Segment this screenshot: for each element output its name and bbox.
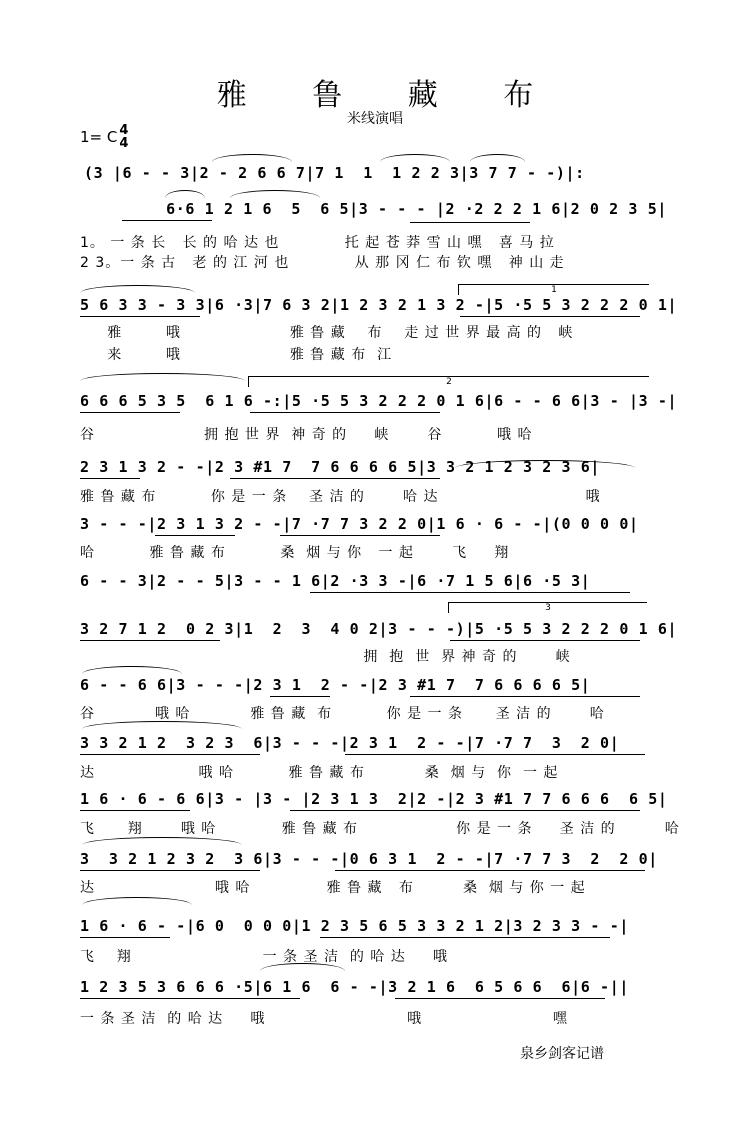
- lyric-line-3a: 雅 哦 雅 鲁 藏 布 走 过 世 界 最 高 的 峡: [80, 325, 574, 341]
- beam-line: [280, 535, 440, 536]
- beam-line: [270, 696, 330, 697]
- time-signature: [119, 124, 128, 150]
- beam-line: [335, 870, 645, 871]
- staff-line-4: 6 6 6 5 3 5 6 1 6 -:|5 ·5 5 3 2 2 2 0 1 6|6 - - 6 6|3 - |3 -|: [80, 392, 678, 410]
- staff-line-12: 3 3 2 1 2 3 2 3 6|3 - - -|0 6 3 1 2 - -|7 ·7 7 3 2 2 0|: [80, 850, 658, 868]
- time-denominator: 4: [119, 136, 129, 151]
- song-title: 雅 鲁 藏 布: [216, 78, 562, 113]
- staff-line-14: 1 2 3 5 3 6 6 6 ·5|6 1 6 6 - -|3 2 1 6 6 5 6 6 6|6 -||: [80, 978, 629, 996]
- beam-line: [345, 754, 645, 755]
- slur: [80, 373, 245, 381]
- beam-line: [155, 535, 235, 536]
- beam-line: [80, 754, 260, 755]
- lyric-line-14: 一 条 圣 洁 的 哈 达 哦 哦 嘿: [80, 1011, 568, 1027]
- slur: [82, 897, 192, 905]
- lyric-line-10: 达 哦 哈 雅 鲁 藏 布 桑 烟 与 你 一 起: [80, 765, 559, 781]
- beam-line: [395, 998, 605, 999]
- staff-line-11: 1 6 · 6 - 6 6|3 - |3 - |2 3 1 3 2|2 -|2 3 #1 7 7 6 6 6 6 5|: [80, 790, 668, 808]
- beam-line: [80, 870, 260, 871]
- lyric-line-11: 飞 翔 哦 哈 雅 鲁 藏 布 你 是 一 条 圣 洁 的 哈: [80, 821, 680, 837]
- beam-line: [410, 222, 530, 223]
- lyric-line-8: 拥 抱 世 界 神 奇 的 峡: [80, 649, 571, 665]
- beam-line: [80, 478, 140, 479]
- slur: [82, 666, 182, 674]
- staff-line-2: 6·6 1 2 1 6 5 6 5|3 - - - |2 ·2 2 2 1 6|2 0 2 3 5|: [118, 200, 667, 218]
- beam-line: [310, 592, 630, 593]
- slur: [165, 190, 205, 198]
- volta-bracket-1: [458, 284, 649, 295]
- lyric-line-4: 谷 拥 抱 世 界 神 奇 的 峡 谷 哦 哈: [80, 427, 533, 443]
- lyric-line-6: 哈 雅 鲁 藏 布 桑 烟 与 你 一 起 飞 翔: [80, 545, 510, 561]
- lyric-line-2b: 2 3。一 条 古 老 的 江 河 也 从 那 冈 仁 布 钦 嘿 神 山 走: [80, 255, 565, 271]
- volta-bracket-2: [248, 376, 649, 387]
- staff-line-3: 5 6 3 3 - 3 3|6 ·3|7 6 3 2|1 2 3 2 1 3 2 -|5 ·5 5 3 2 2 2 0 1|: [80, 296, 678, 314]
- lyric-line-2a: 1。 一 条 长 长 的 哈 达 也 托 起 苍 莽 雪 山 嘿 喜 马 拉: [80, 235, 555, 251]
- key-label: 1= C: [80, 128, 118, 146]
- beam-line: [80, 412, 180, 413]
- staff-line-1: (3 |6 - - 3|2 - 2 6 6 7|7 1 1 1 2 2 3|3 7 7 - -)|:: [84, 164, 585, 182]
- volta-label-2: 2: [446, 377, 452, 387]
- beam-line: [80, 937, 170, 938]
- singer-credit: 米线演唱: [347, 111, 403, 127]
- beam-line: [320, 937, 610, 938]
- lyric-line-13: 飞 翔 一 条 圣 洁 的 哈 达 哦: [80, 949, 449, 965]
- beam-line: [80, 998, 300, 999]
- beam-line: [80, 640, 220, 641]
- beam-line: [80, 810, 190, 811]
- beam-line: [250, 412, 440, 413]
- staff-line-13: 1 6 · 6 - -|6 0 0 0 0|1 2 3 5 6 5 3 3 2 1 2|3 2 3 3 - -|: [80, 917, 629, 935]
- beam-line: [290, 810, 640, 811]
- lyric-line-3b: 来 哦 雅 鲁 藏 布 江: [80, 347, 393, 363]
- beam-line: [460, 316, 640, 317]
- staff-line-9: 6 - - 6 6|3 - - -|2 3 1 2 - -|2 3 #1 7 7 6 6 6 6 5|: [80, 676, 591, 694]
- volta-label-3: 3: [545, 603, 551, 613]
- slur: [470, 154, 525, 162]
- slur: [212, 154, 292, 162]
- key-signature: [80, 124, 128, 150]
- staff-line-7: 6 - - 3|2 - - 5|3 - - 1 6|2 ·3 3 -|6 ·7 1 5 6|6 ·5 3|: [80, 572, 591, 590]
- slur: [230, 190, 320, 198]
- staff-line-10: 3 3 2 1 2 3 2 3 6|3 - - -|2 3 1 2 - -|7 ·7 7 3 2 0|: [80, 734, 620, 752]
- lyric-line-9: 谷 哦 哈 雅 鲁 藏 布 你 是 一 条 圣 洁 的 哈: [80, 706, 605, 722]
- time-numerator: 4: [119, 123, 129, 138]
- volta-bracket-3: [448, 602, 647, 613]
- beam-line: [80, 316, 200, 317]
- staff-line-6: 3 - - -|2 3 1 3 2 - -|7 ·7 7 3 2 2 0|1 6 · 6 - -|(0 0 0 0|: [80, 515, 639, 533]
- transcriber-credit: 泉乡剑客记谱: [520, 1046, 604, 1062]
- beam-line: [410, 696, 640, 697]
- slur: [82, 837, 242, 845]
- beam-line: [450, 640, 640, 641]
- staff-line-5: 2 3 1 3 2 - -|2 3 #1 7 7 6 6 6 6 5|3 3 2 1 2 3 2 3 6|: [80, 458, 601, 476]
- beam-line: [230, 478, 440, 479]
- slur: [380, 154, 450, 162]
- lyric-line-12: 达 哦 哈 雅 鲁 藏 布 桑 烟 与 你 一 起: [80, 880, 586, 896]
- beam-line: [122, 220, 212, 221]
- staff-line-8: 3 2 7 1 2 0 2 3|1 2 3 4 0 2|3 - - -)|5 ·5 5 3 2 2 2 0 1 6|: [80, 620, 678, 638]
- lyric-line-5: 雅 鲁 藏 布 你 是 一 条 圣 洁 的 哈 达 哦: [80, 489, 601, 505]
- volta-label-1: 1: [551, 285, 557, 295]
- slur: [80, 285, 195, 293]
